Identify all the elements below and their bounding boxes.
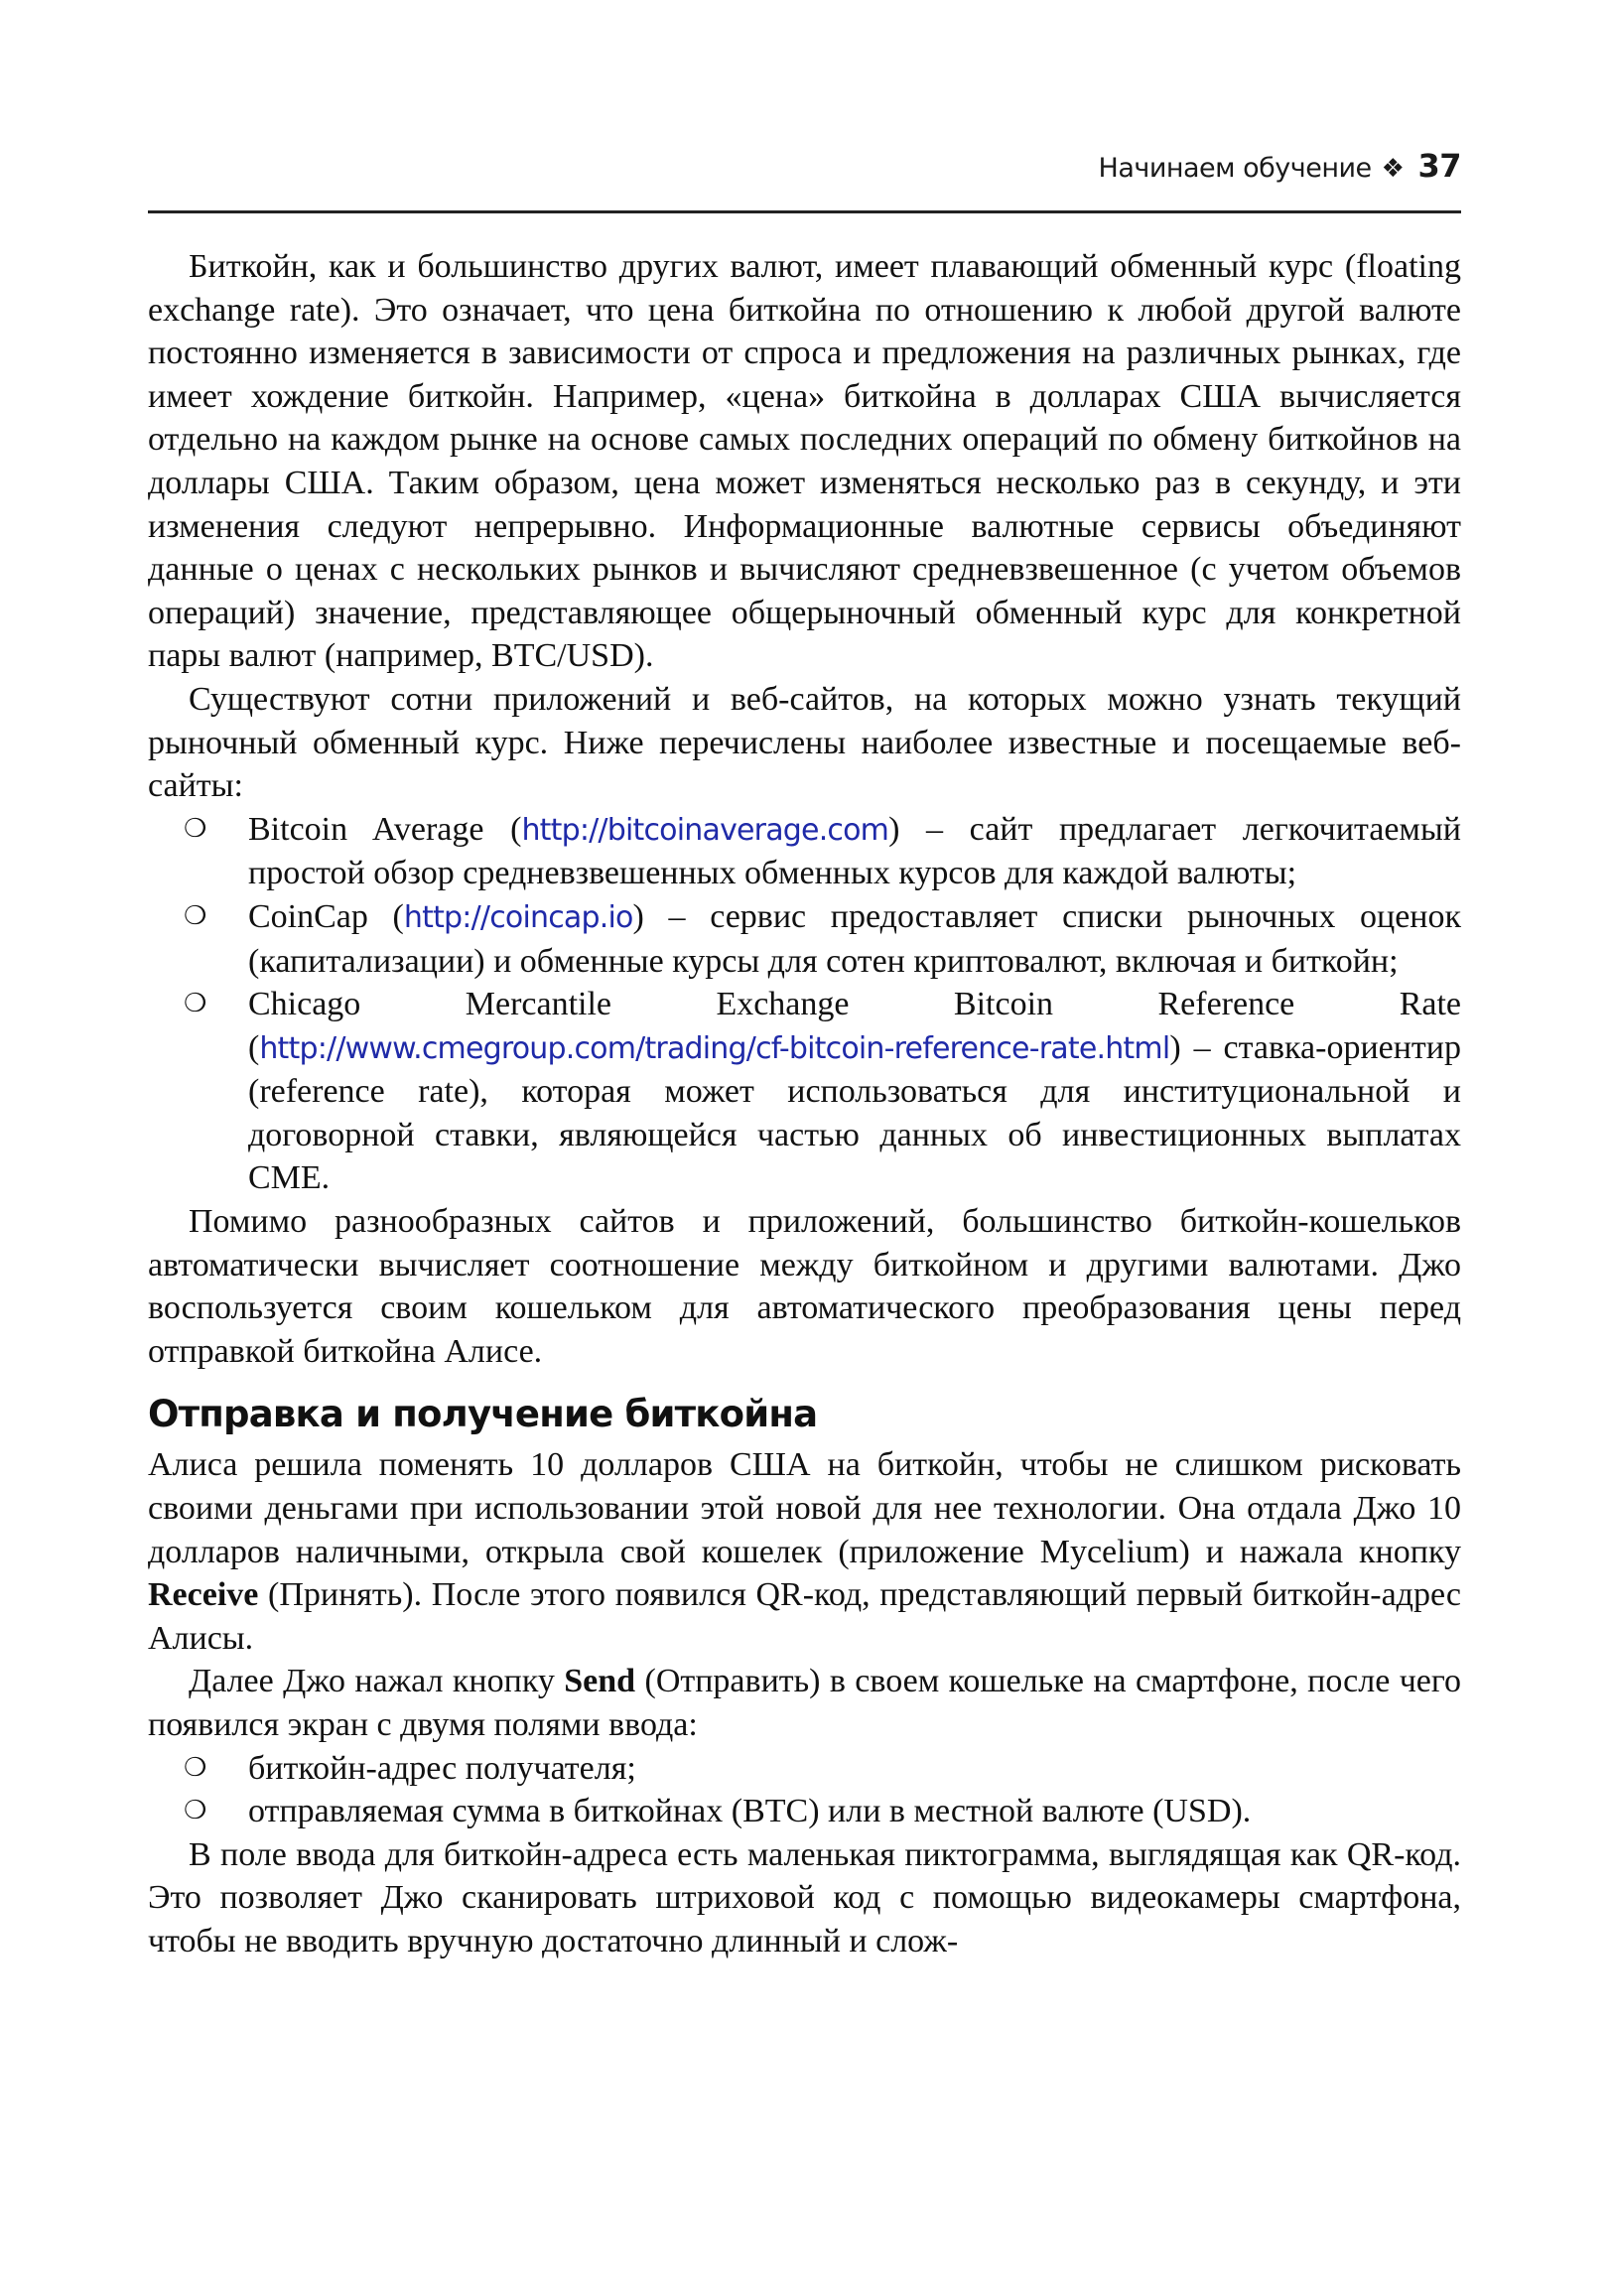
running-title: Начинаем обучение — [1098, 153, 1372, 184]
page-number: 37 — [1417, 147, 1461, 185]
send-term: Send — [564, 1663, 636, 1700]
text-run: Алиса решила поменять 10 долларов США на биткойн, чтобы не слишком рисковать своими деньгами при использовании этой новой для нее технологии. Она отдала Джо 10 долларов наличными, открыла свой кошелек (приложение Mycelium) и нажала кнопку — [148, 1446, 1461, 1570]
bullet-circle-icon: ❍ — [184, 989, 207, 1019]
item-name: CoinCap ( — [248, 897, 404, 935]
list-item — [148, 1747, 1461, 1791]
item-description: ) – сайт предлагает легкочитаемый простой обзор средневзвешенных обменных курсов для каждой валюты; — [248, 810, 1461, 892]
item-text: биткойн-адрес получателя; — [248, 1749, 636, 1787]
text-run: Далее Джо нажал кнопку — [189, 1663, 565, 1700]
paragraph: Помимо разнообразных сайтов и приложений, большинство биткойн-кошельков автоматически вычисляет соотношение между биткойном и другими валютами. Джо воспользуется своим кошельком для автоматического преобразования цены перед отправкой биткойна Алисе. — [148, 1203, 1461, 1370]
bullet-circle-icon: ❍ — [184, 900, 207, 931]
bullet-circle-icon: ❍ — [184, 813, 207, 844]
text-run: (Отправить) в своем кошельке на смартфоне, после чего появился экран с двумя полями ввода: — [148, 1663, 1462, 1743]
page-body — [148, 245, 1461, 1963]
receive-term: Receive — [148, 1576, 259, 1614]
list-item — [148, 808, 1461, 895]
item-text: отправляемая сумма в биткойнах (BTC) или в местной валюте (USD). — [248, 1793, 1252, 1830]
link-cmegroup[interactable]: http://www.cmegroup.com/trading/cf-bitcoin-reference-rate.html — [259, 1030, 1170, 1066]
item-name: Bitcoin Average ( — [248, 810, 522, 848]
list-item — [148, 895, 1461, 983]
item-description: ) – сервис предоставляет списки рыночных оценок (капитализации) и обменные курсы для сотен криптовалют, включая и биткойн; — [248, 897, 1461, 980]
list-item — [148, 1790, 1461, 1833]
bullet-circle-icon: ❍ — [184, 1796, 207, 1826]
link-bitcoinaverage[interactable]: http://bitcoinaverage.com — [521, 812, 889, 848]
section-heading: Отправка и получение биткойна — [148, 1393, 818, 1436]
paragraph — [148, 1660, 1461, 1746]
item-name: Chicago Mercantile Exchange Bitcoin Reference Rate ( — [248, 986, 1461, 1066]
text-run: (Принять). После этого появился QR-код, представляющий первый биткойн-адрес Алисы. — [148, 1576, 1461, 1657]
paragraph: Биткойн, как и большинство других валют, имеет плавающий обменный курс (floating exchange rate). Это означает, что цена биткойна по отношению к любой другой валюте постоянно изменяется в зависимости от спроса и предложения на различных рынках, где имеет хождение биткойн. Например, «цена» биткойна в долларах США вычисляется отдельно на каждом рынке на основе самых последних операций по обмену биткойнов на доллары США. Таким образом, цена может изменяться несколько раз в секунду, и эти изменения следуют непрерывно. Информационные валютные сервисы объединяют данные о ценах с нескольких рынков и вычисляют средневзвешенное (с учетом объемов операций) значение, представляющее общерыночный обменный курс для конкретной пары валют (например, BTC/USD). — [148, 248, 1461, 675]
item-description: ) – ставка-ориентир (reference rate), которая может использоваться для институциональной и договорной ставки, являющейся частью данных об инвестиционных выплатах CME. — [248, 1028, 1461, 1197]
paragraph: Существуют сотни приложений и веб-сайтов, на которых можно узнать текущий рыночный обменный курс. Ниже перечислены наиболее известные и посещаемые веб-сайты: — [148, 680, 1461, 805]
paragraph: В поле ввода для биткойн-адреса есть маленькая пиктограмма, выглядящая как QR-код. Это позволяет Джо сканировать штриховой код с помощью видеокамеры смартфона, чтобы не вводить вручную достаточно длинный и слож- — [148, 1835, 1461, 1959]
paragraph — [148, 1443, 1461, 1660]
link-coincap[interactable]: http://coincap.io — [403, 899, 633, 935]
list-item — [148, 983, 1461, 1200]
header-rule — [148, 210, 1461, 213]
bullet-circle-icon: ❍ — [184, 1752, 207, 1783]
website-list — [148, 808, 1461, 1200]
input-fields-list — [148, 1747, 1461, 1833]
running-header — [1099, 147, 1461, 185]
ornament-icon: ❖ — [1381, 154, 1405, 184]
